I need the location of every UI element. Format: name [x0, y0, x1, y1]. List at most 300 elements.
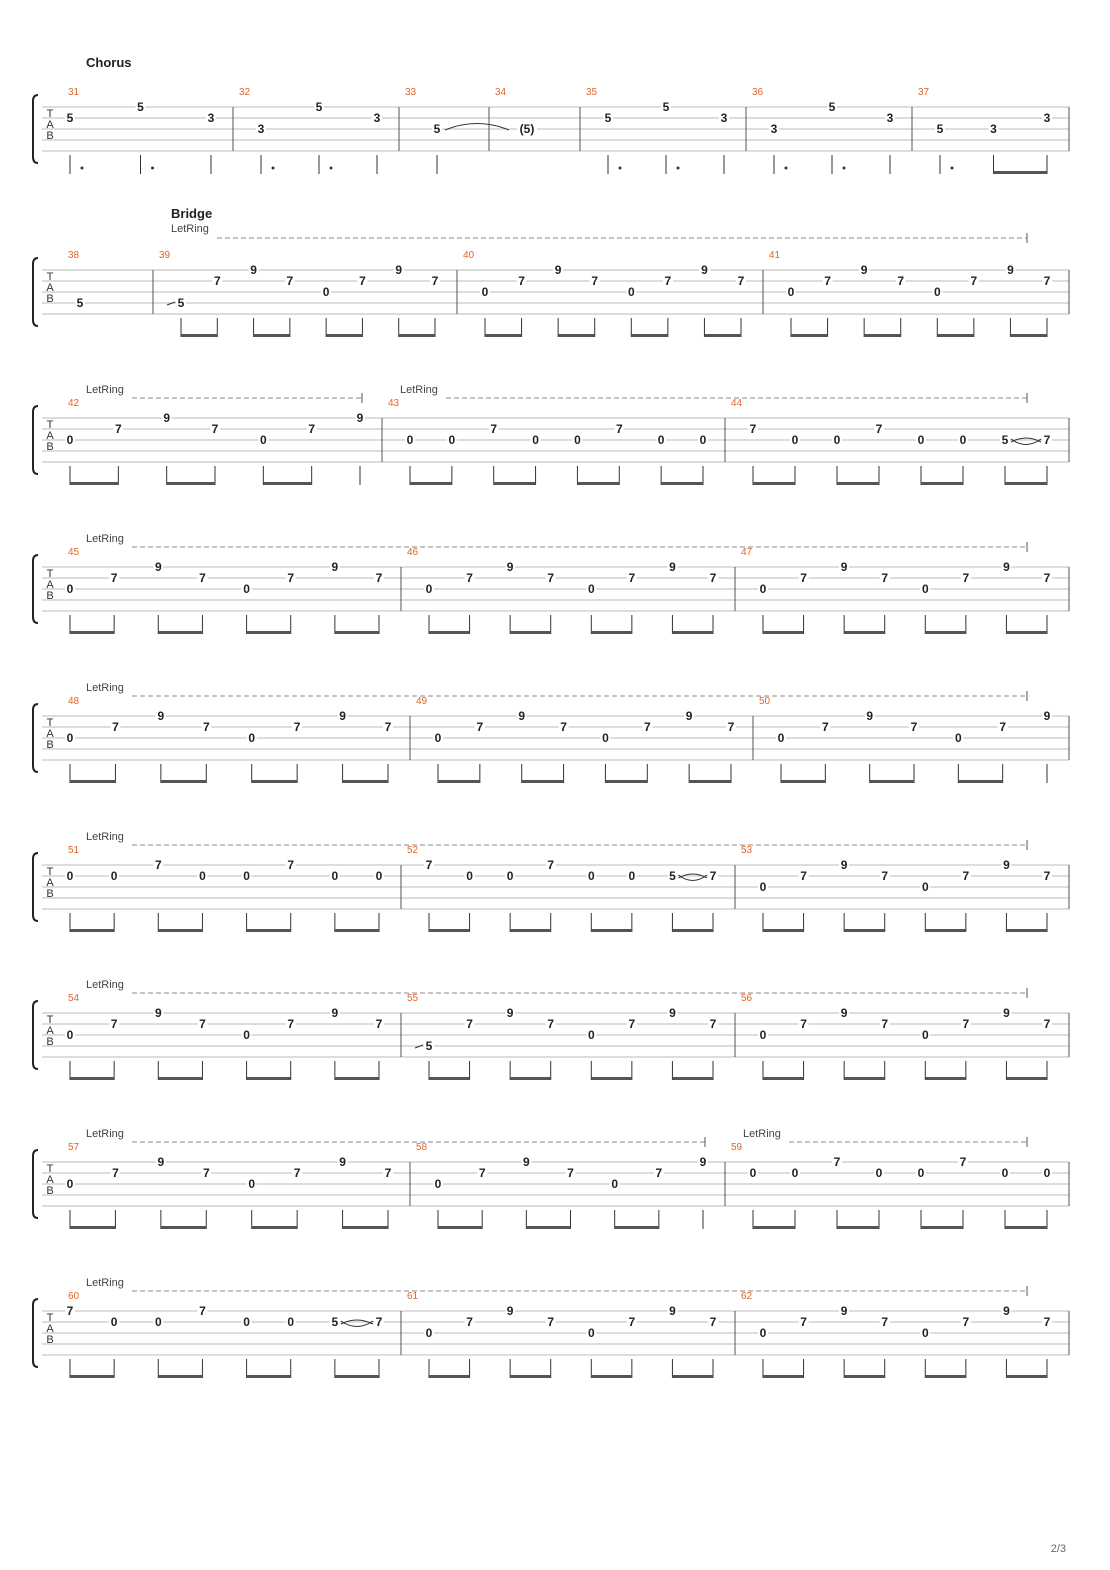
tab-clef-letter: A [46, 1174, 54, 1186]
fret-number: 7 [476, 720, 484, 734]
fret-number: 9 [699, 1155, 707, 1169]
fret-number: 0 [66, 1177, 74, 1191]
fret-number: 0 [66, 869, 74, 883]
measure-number: 31 [68, 87, 80, 98]
tab-clef-letter: A [46, 1025, 54, 1037]
fret-number: 7 [824, 274, 831, 288]
fret-number: 7 [897, 274, 905, 288]
note-beam [158, 1077, 202, 1080]
tab-clef-letter: A [46, 579, 54, 591]
let-ring-label: LetRing [86, 533, 124, 545]
fret-number: 7 [881, 1315, 889, 1329]
fret-number: 9 [669, 1006, 676, 1020]
rhythm-dot [272, 167, 275, 170]
fret-number: 0 [287, 1315, 295, 1329]
fret-number: 9 [163, 411, 171, 425]
fret-number: 0 [917, 1166, 925, 1180]
measure [65, 1291, 384, 1378]
measure-number: 39 [159, 250, 171, 261]
measure-number: 54 [68, 993, 80, 1004]
tab-clef-letter: B [46, 1334, 54, 1346]
fret-number: 0 [243, 869, 250, 883]
fret-number: 0 [759, 880, 767, 894]
measure-number: 59 [731, 1142, 743, 1153]
fret-number: 7 [547, 1017, 555, 1031]
note-beam [70, 929, 114, 932]
fret-number: 9 [860, 263, 868, 277]
note-beam [591, 1375, 632, 1378]
measure [752, 87, 895, 174]
measure [769, 250, 1052, 337]
fret-number: 0 [627, 285, 635, 299]
note-beam [1010, 334, 1047, 337]
fret-number: 7 [287, 858, 295, 872]
measure-number: 48 [68, 696, 80, 707]
fret-number: 0 [243, 582, 250, 596]
tab-clef-letter: A [46, 877, 54, 889]
fret-number: 7 [628, 571, 636, 585]
tab-clef-letter: T [46, 1312, 54, 1324]
fret-number: 7 [875, 422, 883, 436]
fret-number: 3 [720, 111, 728, 125]
fret-number: 0 [933, 285, 941, 299]
fret-number: 7 [962, 571, 970, 585]
fret-number: 7 [112, 720, 119, 734]
fret-number: 7 [910, 720, 918, 734]
fret-number: 7 [375, 1315, 383, 1329]
note-beam [958, 780, 1002, 783]
fret-number: 7 [643, 720, 651, 734]
tab-clef-letter: T [46, 1163, 54, 1175]
tab-clef-letter: A [46, 1323, 54, 1335]
tab-clef-letter: T [46, 568, 54, 580]
fret-number: 9 [669, 1304, 676, 1318]
fret-number: 5 [662, 100, 670, 114]
tab-system [33, 682, 1069, 783]
fret-number: 9 [1003, 560, 1010, 574]
tab-clef-letter: B [46, 590, 54, 602]
note-beam [485, 334, 522, 337]
fret-number: 0 [759, 582, 767, 596]
let-ring-label: LetRing [743, 1128, 781, 1140]
measure [741, 1291, 1052, 1378]
note-beam [158, 929, 202, 932]
measure-number: 55 [407, 993, 419, 1004]
fret-number: 5 [177, 296, 185, 310]
fret-number: 5 [936, 122, 944, 136]
note-beam [70, 1375, 114, 1378]
fret-number: 3 [990, 122, 997, 136]
fret-number: 9 [154, 1006, 162, 1020]
fret-number: 0 [259, 433, 267, 447]
fret-number: 7 [359, 274, 366, 288]
fret-number: 5 [828, 100, 836, 114]
fret-number: 9 [395, 263, 403, 277]
rhythm-dot [951, 167, 954, 170]
fret-number: 5 [331, 1315, 339, 1329]
fret-number: 7 [425, 858, 433, 872]
fret-number: 3 [257, 122, 265, 136]
measure [159, 250, 440, 337]
measure-number: 58 [416, 1142, 428, 1153]
fret-number: 7 [959, 1155, 967, 1169]
note-beam [335, 929, 379, 932]
tab-system [33, 533, 1069, 634]
fret-number: 0 [248, 731, 256, 745]
fret-number: 7 [615, 422, 623, 436]
note-beam [252, 1226, 297, 1229]
note-beam [161, 780, 206, 783]
measure [416, 1142, 708, 1229]
let-ring-label: LetRing [86, 682, 124, 694]
note-beam [672, 1375, 713, 1378]
note-beam [844, 1375, 885, 1378]
note-beam [704, 334, 741, 337]
tab-system [33, 1277, 1069, 1378]
fret-number: 7 [749, 422, 757, 436]
fret-number: 5 [433, 122, 441, 136]
note-beam [335, 631, 379, 634]
fret-number: 9 [522, 1155, 530, 1169]
fret-number: 7 [962, 1315, 970, 1329]
fret-number: 9 [840, 1006, 848, 1020]
fret-number: 9 [554, 263, 562, 277]
tab-system [33, 1128, 1069, 1229]
rhythm-dot [843, 167, 846, 170]
fret-number: 9 [840, 560, 848, 574]
note-beam [247, 631, 291, 634]
note-beam [70, 631, 114, 634]
measure-number: 35 [586, 87, 598, 98]
fret-number: 5 [425, 1039, 433, 1053]
measure [731, 1142, 1052, 1229]
fret-number: 0 [434, 1177, 442, 1191]
tab-system [33, 831, 1069, 932]
fret-number: 3 [770, 122, 778, 136]
note-beam [753, 1226, 795, 1229]
note-beam [429, 631, 470, 634]
fret-number: 7 [110, 571, 118, 585]
fret-number: 0 [574, 433, 581, 447]
fret-number: 7 [881, 869, 889, 883]
fret-number: 7 [154, 858, 162, 872]
fret-number: 7 [547, 858, 555, 872]
rhythm-dot [677, 167, 680, 170]
fret-number: 9 [356, 411, 364, 425]
fret-number: 7 [628, 1017, 636, 1031]
fret-number: 7 [287, 1017, 295, 1031]
measure [68, 250, 85, 310]
fret-number: 7 [821, 720, 829, 734]
fret-number: 0 [959, 433, 967, 447]
fret-number: 9 [157, 709, 165, 723]
fret-number: 7 [567, 1166, 574, 1180]
fret-number: 7 [466, 1017, 473, 1031]
fret-number: 7 [478, 1166, 486, 1180]
note-beam [343, 1226, 388, 1229]
fret-number: 9 [1043, 709, 1051, 723]
fret-number: 7 [727, 720, 735, 734]
fret-number: 9 [669, 560, 676, 574]
let-ring-label: LetRing [400, 384, 438, 396]
let-ring-label: LetRing [86, 1128, 124, 1140]
fret-number: 0 [791, 1166, 799, 1180]
note-beam [763, 1077, 804, 1080]
fret-number: 9 [685, 709, 693, 723]
measure-number: 62 [741, 1291, 753, 1302]
measure-number: 33 [405, 87, 417, 98]
fret-number: 7 [709, 571, 717, 585]
note-beam [844, 1077, 885, 1080]
measure-number: 51 [68, 845, 80, 856]
fret-number: 7 [518, 274, 525, 288]
measure [65, 993, 384, 1080]
fret-number: 7 [384, 720, 392, 734]
fret-number: 0 [1043, 1166, 1051, 1180]
fret-number: 7 [66, 1304, 74, 1318]
fret-number: 9 [701, 263, 708, 277]
note-beam [791, 334, 828, 337]
fret-number: 0 [331, 869, 339, 883]
fret-number: 7 [709, 869, 717, 883]
fret-number: 7 [737, 274, 745, 288]
fret-number: 7 [628, 1315, 636, 1329]
fret-number: 0 [532, 433, 539, 447]
fret-number: 0 [66, 1028, 74, 1042]
measure-number: 42 [68, 398, 80, 409]
note-beam [429, 1375, 470, 1378]
fret-number: 0 [66, 731, 74, 745]
measure-number: 46 [407, 547, 419, 558]
note-beam [1006, 1077, 1047, 1080]
fret-number: 7 [375, 571, 383, 585]
fret-number: 7 [999, 720, 1007, 734]
note-beam [510, 631, 551, 634]
note-beam [1006, 631, 1047, 634]
note-beam [247, 1375, 291, 1378]
system-bracket [33, 406, 38, 474]
fret-number: 0 [875, 1166, 883, 1180]
fret-number: 0 [921, 582, 929, 596]
fret-number: 3 [886, 111, 894, 125]
fret-number: 7 [431, 274, 439, 288]
measure [239, 87, 382, 174]
note-beam [994, 171, 1048, 174]
fret-number: 0 [154, 1315, 162, 1329]
fret-number: 7 [800, 1017, 807, 1031]
note-beam [753, 482, 795, 485]
fret-number: 9 [250, 263, 257, 277]
fret-number: 9 [1003, 1304, 1010, 1318]
fret-number: 5 [604, 111, 612, 125]
note-beam [343, 780, 388, 783]
fret-number: 7 [800, 1315, 807, 1329]
fret-number: 0 [921, 1326, 929, 1340]
fret-number: 9 [1003, 1006, 1010, 1020]
fret-number: 5 [137, 100, 144, 114]
measure [918, 87, 1052, 174]
measure-number: 53 [741, 845, 753, 856]
note-beam [558, 334, 595, 337]
tab-clef-letter: A [46, 119, 54, 131]
measure-number: 47 [741, 547, 753, 558]
note-beam [510, 929, 551, 932]
measure [407, 1291, 718, 1378]
measure [407, 547, 718, 634]
fret-number: 7 [547, 571, 555, 585]
note-beam [781, 780, 825, 783]
measure-number: 37 [918, 87, 930, 98]
measure [416, 696, 736, 783]
tab-clef-letter: B [46, 739, 54, 751]
fret-number: 7 [114, 422, 122, 436]
tab-clef-letter: B [46, 293, 54, 305]
rhythm-dot [81, 167, 84, 170]
note-beam [410, 482, 452, 485]
tab-clef-letter: T [46, 1014, 54, 1026]
note-beam [526, 1226, 570, 1229]
fret-number: 7 [962, 869, 970, 883]
fret-number: 7 [655, 1166, 663, 1180]
fret-number: 7 [800, 869, 807, 883]
tab-system [33, 979, 1069, 1080]
measure-number: 45 [68, 547, 80, 558]
fret-number: 9 [339, 1155, 346, 1169]
note-beam [70, 482, 118, 485]
note-beam [631, 334, 668, 337]
note-beam [335, 1077, 379, 1080]
fret-number: 0 [787, 285, 795, 299]
fret-number: 3 [373, 111, 381, 125]
note-beam [335, 1375, 379, 1378]
note-beam [252, 780, 297, 783]
system-bracket [33, 1299, 38, 1367]
fret-number: 0 [243, 1028, 250, 1042]
measure-number: 36 [752, 87, 764, 98]
tab-clef-letter: T [46, 271, 54, 283]
rhythm-dot [785, 167, 788, 170]
fret-number: 9 [331, 1006, 339, 1020]
note-beam [438, 1226, 482, 1229]
fret-number: 0 [66, 582, 74, 596]
note-beam [510, 1375, 551, 1378]
system-bracket [33, 704, 38, 772]
fret-number: 0 [243, 1315, 250, 1329]
section-title: Chorus [86, 55, 132, 70]
tab-clef-letter: T [46, 419, 54, 431]
note-beam [158, 1375, 202, 1378]
fret-number: 7 [466, 1315, 473, 1329]
fret-number: 0 [434, 731, 442, 745]
fret-number: 0 [406, 433, 414, 447]
note-beam [247, 929, 291, 932]
measure [407, 845, 718, 932]
measure [759, 696, 1052, 783]
note-beam [763, 1375, 804, 1378]
fret-number: 7 [881, 1017, 889, 1031]
measure [65, 1142, 393, 1229]
note-beam [70, 1077, 114, 1080]
tab-clef-letter: B [46, 1185, 54, 1197]
measure [741, 845, 1052, 932]
fret-number: 7 [202, 720, 210, 734]
fret-number: 9 [506, 1304, 514, 1318]
measure-number: 49 [416, 696, 428, 707]
fret-number: 7 [202, 1166, 210, 1180]
fret-number: 7 [199, 1304, 206, 1318]
measure [463, 250, 746, 337]
fret-number: 0 [448, 433, 456, 447]
fret-number: 7 [384, 1166, 392, 1180]
fret-number: 0 [954, 731, 962, 745]
measure [65, 87, 216, 174]
measure-number: 32 [239, 87, 251, 98]
note-beam [661, 482, 703, 485]
note-beam [925, 929, 966, 932]
fret-number: 0 [466, 869, 473, 883]
tab-clef-letter: B [46, 441, 54, 453]
note-beam [510, 1077, 551, 1080]
note-beam [672, 1077, 713, 1080]
rhythm-dot [151, 167, 154, 170]
measure [586, 87, 729, 174]
measure-number: 38 [68, 250, 80, 261]
let-ring-label: LetRing [171, 223, 209, 235]
fret-number: 9 [866, 709, 874, 723]
fret-number: 7 [110, 1017, 118, 1031]
fret-number: 0 [110, 1315, 118, 1329]
tab-clef-letter: A [46, 728, 54, 740]
note-beam [1006, 929, 1047, 932]
tab-system [33, 206, 1069, 337]
section-title: Bridge [171, 206, 213, 221]
fret-number: 0 [322, 285, 330, 299]
fret-number: 7 [833, 1155, 841, 1169]
fret-number: 0 [791, 433, 799, 447]
tab-clef-letter: A [46, 430, 54, 442]
fret-number: 9 [339, 709, 346, 723]
tab-clef-letter: T [46, 108, 54, 120]
note-beam [591, 631, 632, 634]
measure-number: 57 [68, 1142, 80, 1153]
rhythm-dot [619, 167, 622, 170]
note-beam [864, 334, 901, 337]
fret-number: 0 [587, 869, 595, 883]
fret-number: 7 [1043, 571, 1051, 585]
fret-number: 7 [308, 422, 316, 436]
fret-number: 7 [466, 571, 473, 585]
let-ring-label: LetRing [86, 831, 124, 843]
note-beam [254, 334, 290, 337]
note-beam [844, 631, 885, 634]
note-beam [429, 1077, 470, 1080]
note-beam [763, 929, 804, 932]
note-beam [921, 482, 963, 485]
note-beam [326, 334, 362, 337]
fret-number: 9 [331, 560, 339, 574]
system-bracket [33, 555, 38, 623]
measure [731, 398, 1052, 485]
fret-number: 0 [587, 582, 595, 596]
fret-number: 7 [591, 274, 599, 288]
note-beam [429, 929, 470, 932]
fret-number: 7 [560, 720, 567, 734]
fret-number: 9 [1007, 263, 1014, 277]
fret-number: 7 [800, 571, 807, 585]
note-beam [925, 1375, 966, 1378]
fret-number: 7 [547, 1315, 555, 1329]
fret-number: 7 [881, 571, 889, 585]
